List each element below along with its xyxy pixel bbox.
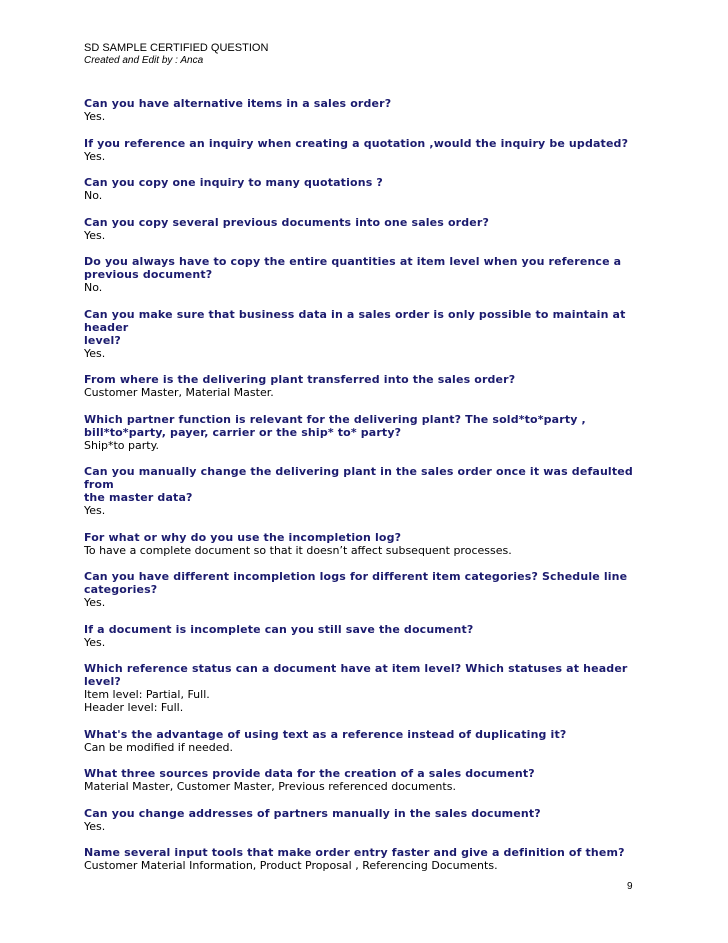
- qa-item: [84, 846, 654, 872]
- question-line: Can you copy one inquiry to many quotations ?: [84, 176, 383, 189]
- question-line: From where is the delivering plant transferred into the sales order?: [84, 373, 516, 386]
- answer-line: Customer Material Information, Product Proposal , Referencing Documents.: [84, 859, 498, 872]
- page-header: [84, 42, 268, 67]
- answer-line: Header level: Full.: [84, 701, 184, 714]
- answer-line: Yes.: [84, 596, 106, 609]
- qa-item: [84, 308, 654, 360]
- question-line: Name several input tools that make order entry faster and give a definition of them?: [84, 846, 625, 859]
- question-line: Can you make sure that business data in a sales order is only possible to maintain at header: [84, 307, 626, 334]
- question-line: If you reference an inquiry when creating a quotation ,would the inquiry be updated?: [84, 136, 629, 150]
- answer-line: Can be modified if needed.: [84, 740, 233, 754]
- answer-line: Item level: Partial, Full.: [84, 688, 210, 701]
- answer-line: Yes.: [84, 346, 106, 360]
- question-line: Which partner function is relevant for the delivering plant? The sold*to*party ,: [84, 412, 586, 426]
- qa-item: [84, 623, 654, 649]
- answer-line: Material Master, Customer Master, Previous referenced documents.: [84, 780, 456, 793]
- header-subtitle: Created and Edit by : Anca: [84, 55, 204, 66]
- question-line: If a document is incomplete can you still save the document?: [84, 622, 474, 636]
- qa-item: [84, 255, 654, 294]
- answer-line: Yes.: [84, 819, 106, 833]
- question-line: bill*to*party, payer, carrier or the ship* to* party?: [84, 425, 402, 439]
- answer-line: Yes.: [84, 504, 106, 517]
- qa-list: [84, 97, 654, 886]
- answer-line: Yes.: [84, 149, 106, 163]
- answer-line: Customer Master, Material Master.: [84, 386, 274, 399]
- question-line: What's the advantage of using text as a reference instead of duplicating it?: [84, 727, 567, 741]
- qa-item: [84, 176, 654, 202]
- question-line: the master data?: [84, 491, 193, 504]
- qa-item: [84, 570, 654, 609]
- question-line: Can you have different incompletion logs for different item categories? Schedule line: [84, 570, 628, 583]
- answer-line: Yes.: [84, 228, 106, 242]
- answer-line: To have a complete document so that it doesn’t affect subsequent processes.: [84, 543, 512, 557]
- qa-item: [84, 465, 654, 517]
- qa-item: [84, 373, 654, 399]
- qa-item: [84, 413, 654, 452]
- question-line: level?: [84, 333, 121, 347]
- question-line: Can you have alternative items in a sales order?: [84, 97, 392, 110]
- question-line: Can you copy several previous documents into one sales order?: [84, 215, 489, 229]
- qa-item: [84, 767, 654, 793]
- qa-item: [84, 728, 654, 754]
- question-line: What three sources provide data for the creation of a sales document?: [84, 767, 535, 780]
- qa-item: [84, 531, 654, 557]
- question-line: categories?: [84, 583, 158, 596]
- answer-line: Yes.: [84, 110, 106, 123]
- header-title: SD SAMPLE CERTIFIED QUESTION: [84, 42, 269, 54]
- qa-item: [84, 97, 654, 123]
- question-line: For what or why do you use the incompletion log?: [84, 530, 402, 544]
- qa-item: [84, 662, 654, 714]
- qa-item: [84, 216, 654, 242]
- question-line: Can you change addresses of partners manually in the sales document?: [84, 806, 541, 820]
- qa-item: [84, 137, 654, 163]
- question-line: Do you always have to copy the entire quantities at item level when you reference a: [84, 255, 622, 268]
- answer-line: No.: [84, 189, 103, 202]
- question-line: Can you manually change the delivering plant in the sales order once it was defaulted from: [84, 465, 633, 491]
- question-line: previous document?: [84, 268, 213, 281]
- qa-item: [84, 807, 654, 833]
- question-line: Which reference status can a document have at item level? Which statuses at header level?: [84, 662, 628, 688]
- answer-line: Ship*to party.: [84, 438, 160, 452]
- answer-line: No.: [84, 281, 103, 294]
- page-number: 9: [627, 881, 633, 892]
- answer-line: Yes.: [84, 635, 106, 649]
